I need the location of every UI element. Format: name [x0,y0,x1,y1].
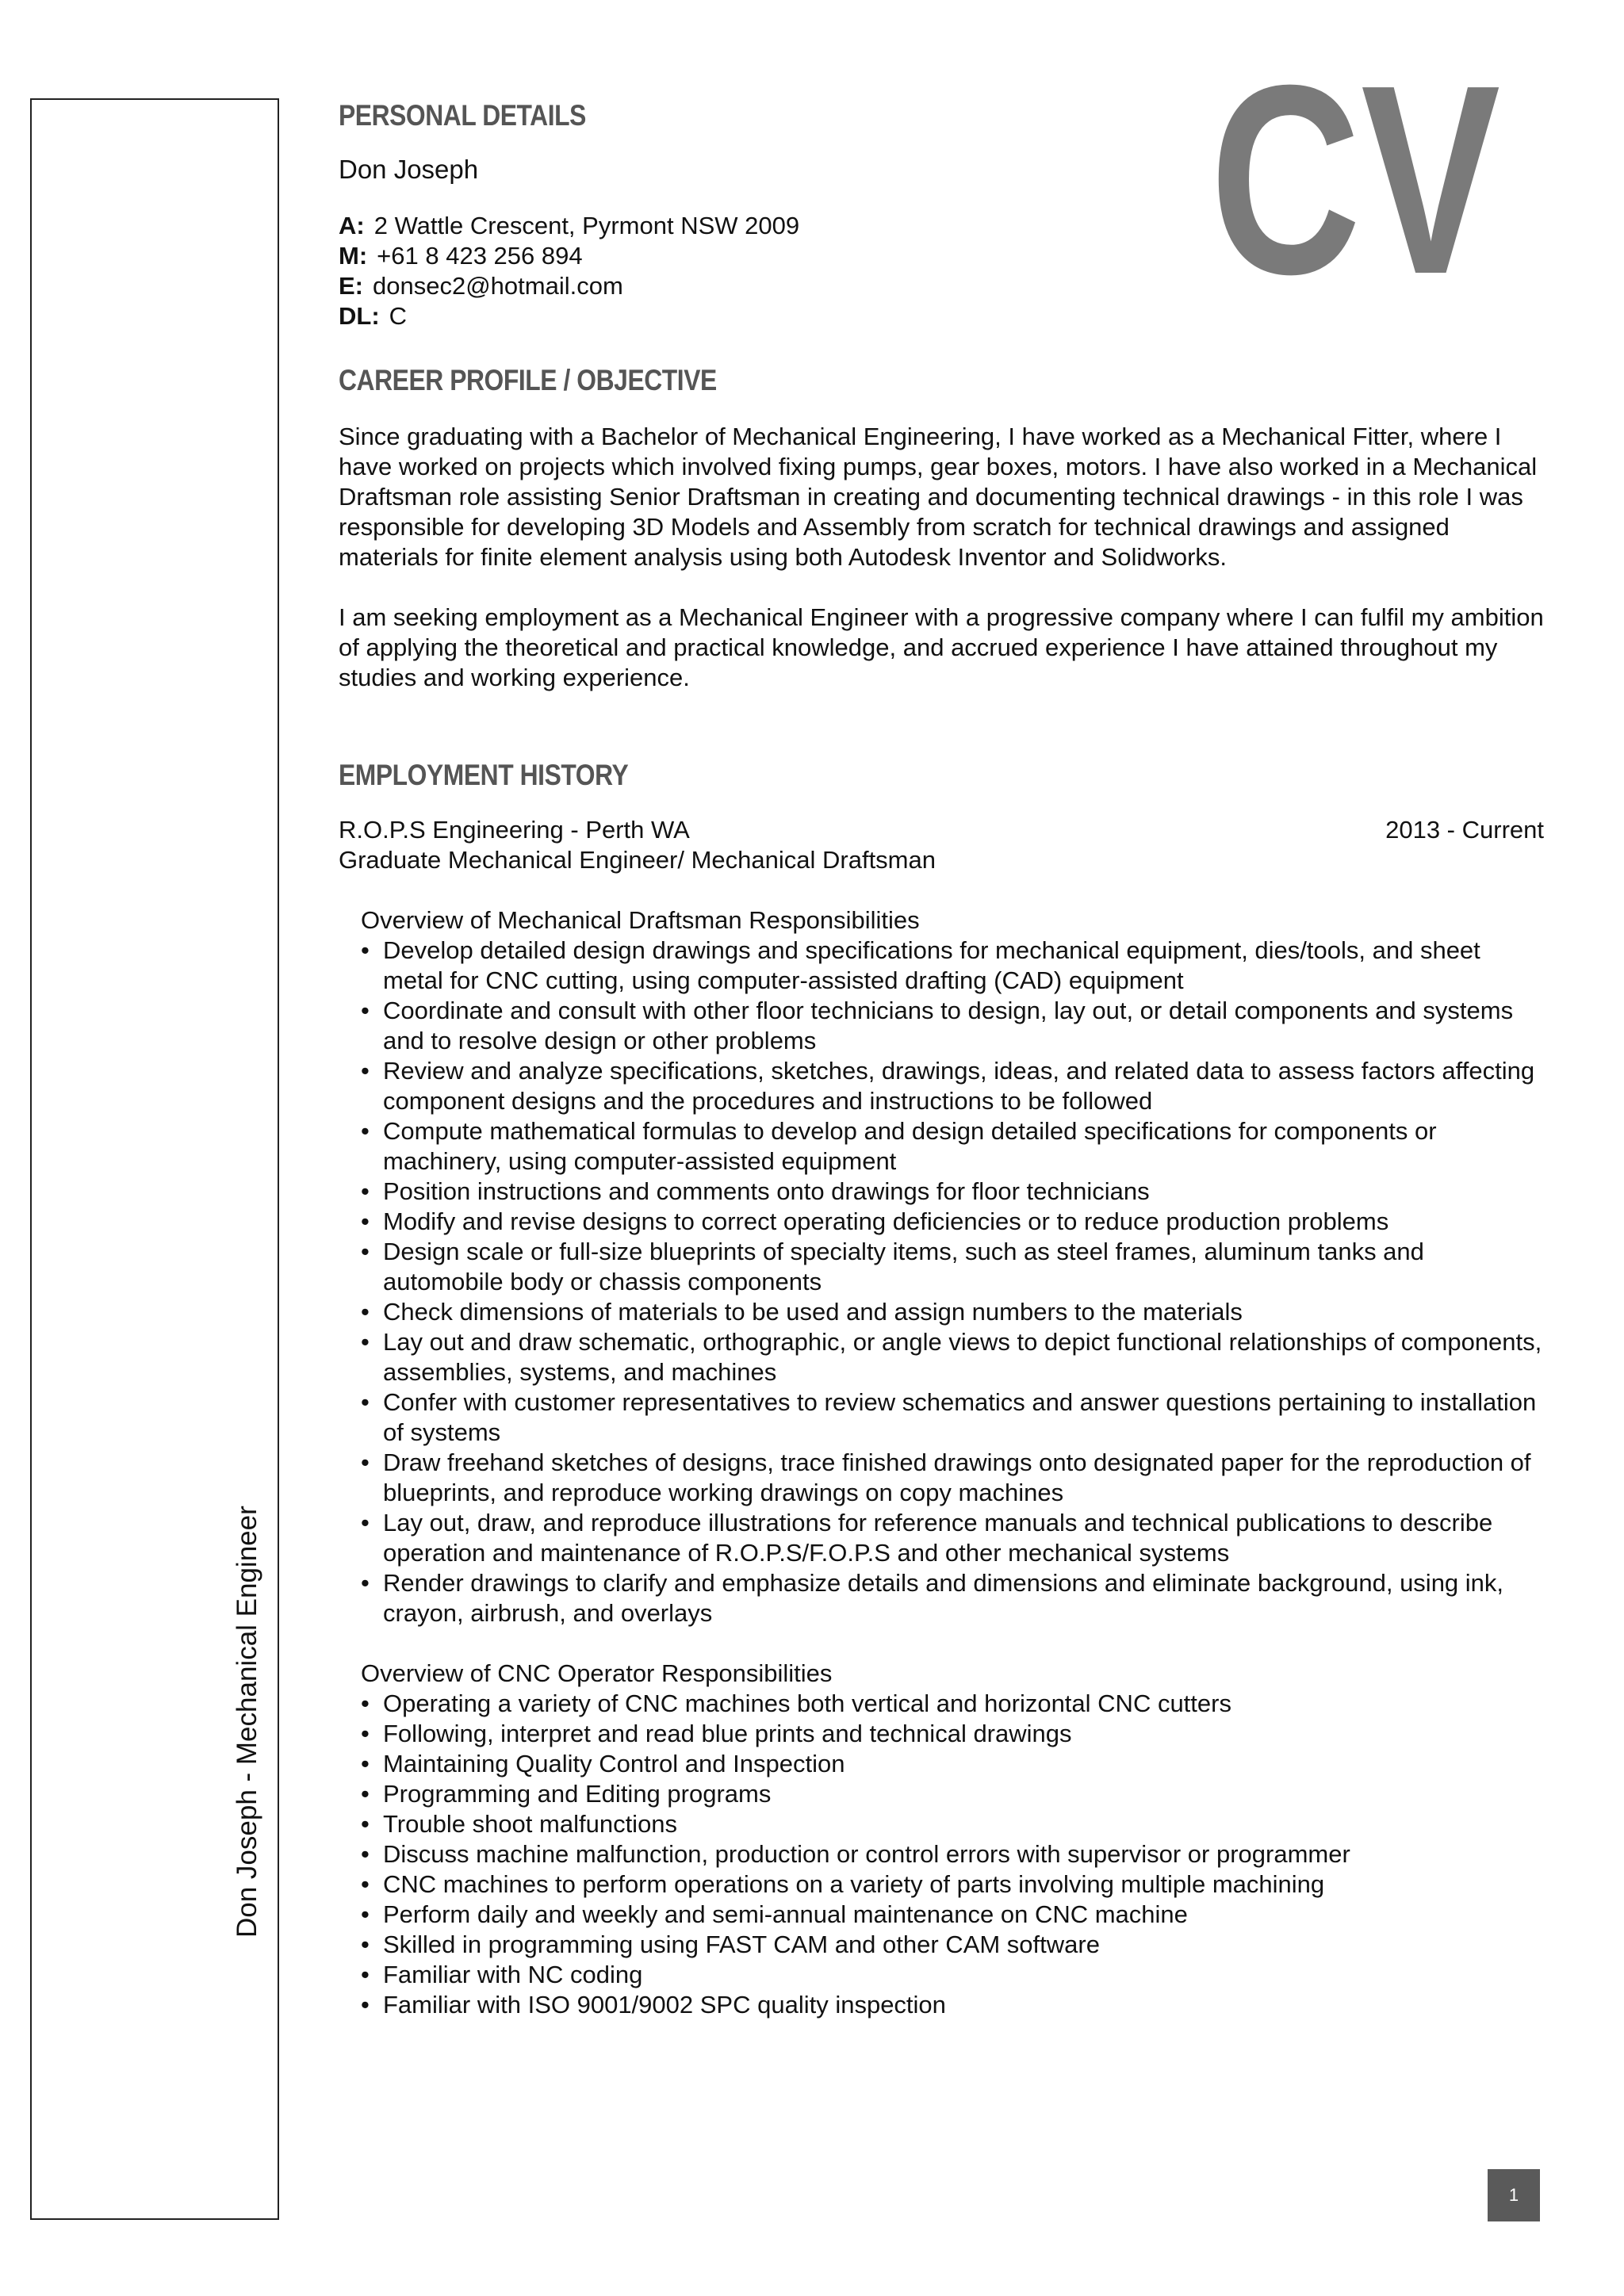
list-item: • Modify and revise designs to correct operating deficiencies or to reduce production problems [361,1207,1544,1237]
contact-email [339,271,1544,301]
contact-value: C [389,302,408,330]
list-item: • Compute mathematical formulas to develop and design detailed specifications for components or machinery, using computer-assisted equipment [361,1116,1544,1177]
list-item: • Design scale or full-size blueprints of specialty items, such as steel frames, aluminum tanks and automobile body or chassis components [361,1237,1544,1297]
draftsman-responsibilities-list [339,936,1544,1628]
contact-list [339,211,1544,331]
contact-value: +61 8 423 256 894 [377,242,583,270]
contact-label: A: [339,212,365,239]
person-name: Don Joseph [339,155,479,184]
sidebar-vertical-title: Don Joseph - Mechanical Engineer [232,1506,262,1938]
cv-logo-text: CV [1210,29,1502,331]
list-item: • Operating a variety of CNC machines both vertical and horizontal CNC cutters [361,1689,1544,1719]
responsibilities-heading-draftsman: Overview of Mechanical Draftsman Responsibilities [361,906,920,934]
list-item: • Skilled in programming using FAST CAM and other CAM software [361,1930,1544,1960]
career-paragraph: I am seeking employment as a Mechanical Engineer with a progressive company where I can fulfil my ambition of applying the theoretical and practical knowledge, and accrued experience I have attained throughout my studies and working experience. [339,603,1544,691]
job-period: 2013 - Current [1385,816,1544,844]
list-item: • Following, interpret and read blue prints and technical drawings [361,1719,1544,1749]
section-heading-personal: PERSONAL DETAILS [339,99,586,132]
career-paragraph: Since graduating with a Bachelor of Mechanical Engineering, I have worked as a Mechanical Fitter, where I have worked on projects which involved fixing pumps, gear boxes, motors. I have also worked in a Mechanical Draftsman role assisting Senior Draftsman in creating and documenting technical drawings - in this role I was responsible for developing 3D Models and Assembly from scratch for technical drawings and assigned materials for finite element analysis using both Autodesk Inventor and Solidworks. [339,423,1538,571]
list-item: • Discuss machine malfunction, production or control errors with supervisor or programmer [361,1839,1544,1869]
list-item: • Trouble shoot malfunctions [361,1809,1544,1839]
section-heading-employment: EMPLOYMENT HISTORY [339,759,629,791]
list-item: • Familiar with ISO 9001/9002 SPC quality inspection [361,1990,1544,2020]
contact-label: E: [339,272,363,300]
list-item: • Review and analyze specifications, sketches, drawings, ideas, and related data to assess factors affecting component designs and the procedures and instructions to be followed [361,1056,1544,1116]
section-heading-career: CAREER PROFILE / OBJECTIVE [339,364,717,396]
list-item: • Lay out, draw, and reproduce illustrations for reference manuals and technical publications to describe operation and maintenance of R.O.P.S/F.O.P.S and other mechanical systems [361,1508,1544,1568]
responsibilities-heading-cnc: Overview of CNC Operator Responsibilities [361,1659,833,1687]
company-name: R.O.P.S Engineering - Perth WA [339,816,690,844]
list-item: • CNC machines to perform operations on a variety of parts involving multiple machining [361,1869,1544,1900]
list-item: • Perform daily and weekly and semi-annual maintenance on CNC machine [361,1900,1544,1930]
contact-value: 2 Wattle Crescent, Pyrmont NSW 2009 [373,212,800,239]
contact-label: DL: [339,302,380,330]
list-item: • Draw freehand sketches of designs, trace finished drawings onto designated paper for the reproduction of blueprints, and reproduce working drawings on copy machines [361,1448,1544,1508]
list-item: • Position instructions and comments onto drawings for floor technicians [361,1177,1544,1207]
list-item: • Programming and Editing programs [361,1779,1544,1809]
list-item: • Lay out and draw schematic, orthographic, or angle views to depict functional relationships of components, assemblies, systems, and machines [361,1327,1544,1387]
list-item: • Render drawings to clarify and emphasize details and dimensions and eliminate background, using ink, crayon, airbrush, and overlays [361,1568,1544,1628]
contact-label: M: [339,242,368,270]
job-title: Graduate Mechanical Engineer/ Mechanical Draftsman [339,846,936,874]
list-item: • Confer with customer representatives to review schematics and answer questions pertaining to installation of systems [361,1387,1544,1448]
employment-history-section [339,753,1544,2020]
contact-address [339,211,1544,241]
page-number-badge [1488,2169,1540,2221]
job-header [339,815,1544,845]
list-item: • Familiar with NC coding [361,1960,1544,1990]
list-item: • Check dimensions of materials to be used and assign numbers to the materials [361,1297,1544,1327]
page-number: 1 [1508,2185,1519,2205]
main-content [339,94,1544,2020]
list-item: • Maintaining Quality Control and Inspection [361,1749,1544,1779]
contact-driver-licence [339,301,1544,331]
list-item: • Develop detailed design drawings and specifications for mechanical equipment, dies/tools, and sheet metal for CNC cutting, using computer-assisted drafting (CAD) equipment [361,936,1544,996]
contact-mobile [339,241,1544,271]
list-item: • Coordinate and consult with other floor technicians to design, lay out, or detail components and systems and to resolve design or other problems [361,996,1544,1056]
contact-value: donsec2@hotmail.com [373,272,623,300]
career-profile-section [339,358,1544,693]
cnc-responsibilities-list [339,1689,1544,2020]
personal-details-section [339,94,1544,331]
